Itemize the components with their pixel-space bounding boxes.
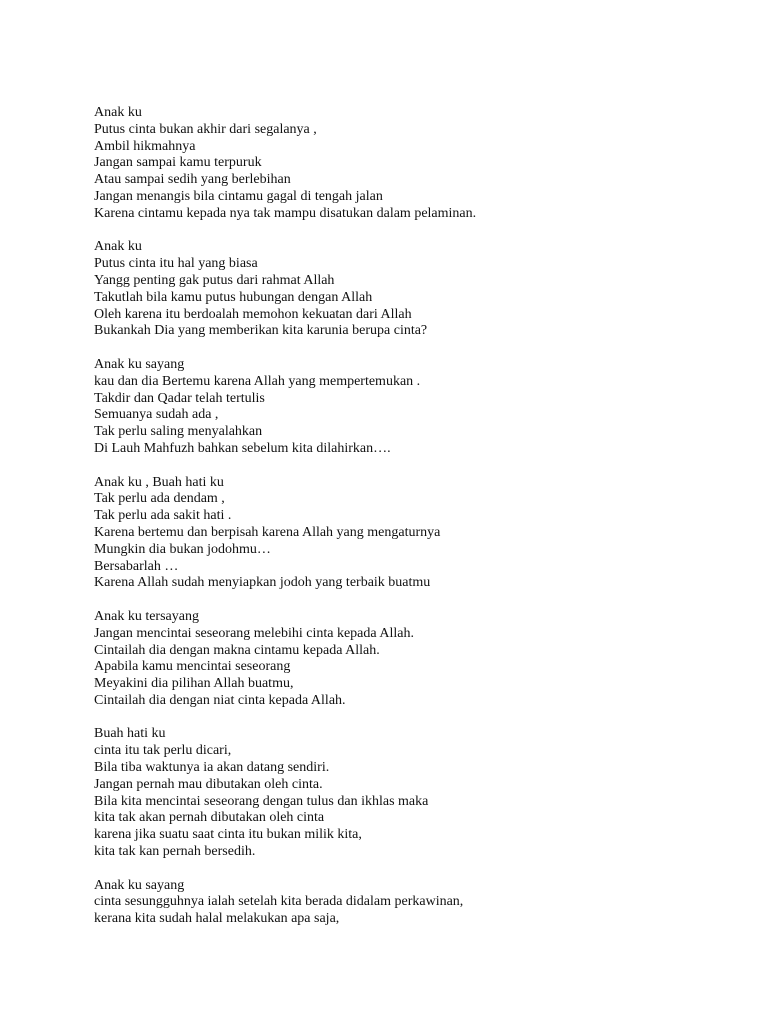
stanza [94, 475, 734, 593]
document-body [94, 105, 734, 945]
text-line: Mungkin dia bukan jodohmu… [94, 541, 271, 557]
text-line: Karena Allah sudah menyiapkan jodoh yang terbaik buatmu [94, 575, 431, 591]
text-line: Cintailah dia dengan makna cintamu kepada Allah. [94, 642, 380, 658]
text-line: Bersabarlah … [94, 558, 179, 574]
text-line: Bukankah Dia yang memberikan kita karunia berupa cinta? [94, 323, 428, 339]
text-line: karena jika suatu saat cinta itu bukan milik kita, [94, 827, 362, 843]
text-line: Takdir dan Qadar telah tertulis [94, 390, 265, 406]
text-line: Jangan sampai kamu terpuruk [94, 155, 262, 171]
text-line: Karena bertemu dan berpisah karena Allah yang mengaturnya [94, 524, 441, 540]
text-line: Bila tiba waktunya ia akan datang sendiri. [94, 760, 330, 776]
text-line: Tak perlu saling menyalahkan [94, 424, 263, 440]
text-line: Jangan mencintai seseorang melebihi cinta kepada Allah. [94, 625, 414, 641]
text-line: Atau sampai sedih yang berlebihan [94, 172, 291, 188]
text-line: Meyakini dia pilihan Allah buatmu, [94, 676, 294, 692]
text-line: Bila kita mencintai seseorang dengan tulus dan ikhlas maka [94, 793, 429, 809]
stanza [94, 726, 734, 860]
text-line: Putus cinta itu hal yang biasa [94, 256, 258, 272]
text-line: cinta sesungguhnya ialah setelah kita berada didalam perkawinan, [94, 894, 464, 910]
text-line: Yangg penting gak putus dari rahmat Allah [94, 272, 335, 288]
stanza [94, 357, 734, 458]
text-line: Anak ku tersayang [94, 608, 199, 624]
text-line: Anak ku [94, 239, 142, 255]
text-line: Takutlah bila kamu putus hubungan dengan Allah [94, 289, 373, 305]
text-line: Tak perlu ada sakit hati . [94, 508, 232, 524]
text-line: Tak perlu ada dendam , [94, 491, 225, 507]
text-line: Di Lauh Mahfuzh bahkan sebelum kita dilahirkan…. [94, 440, 391, 456]
text-line: kerana kita sudah halal melakukan apa saja, [94, 911, 340, 927]
text-line: Semuanya sudah ada , [94, 407, 219, 423]
text-line: Apabila kamu mencintai seseorang [94, 659, 291, 675]
stanza [94, 609, 734, 710]
text-line: kau dan dia Bertemu karena Allah yang mempertemukan . [94, 373, 421, 389]
text-line: kita tak kan pernah bersedih. [94, 844, 256, 860]
text-line: Jangan menangis bila cintamu gagal di tengah jalan [94, 188, 383, 204]
text-line: Ambil hikmahnya [94, 138, 196, 154]
text-line: Jangan pernah mau dibutakan oleh cinta. [94, 776, 323, 792]
text-line: Anak ku sayang [94, 877, 185, 893]
text-line: Anak ku sayang [94, 356, 185, 372]
text-line: cinta itu tak perlu dicari, [94, 743, 232, 759]
text-line: Anak ku [94, 105, 142, 120]
text-line: Buah hati ku [94, 726, 166, 742]
text-line: Anak ku , Buah hati ku [94, 474, 224, 490]
text-line: kita tak akan pernah dibutakan oleh cinta [94, 810, 325, 826]
stanza [94, 105, 734, 223]
text-line: Oleh karena itu berdoalah memohon kekuatan dari Allah [94, 306, 412, 322]
text-line: Karena cintamu kepada nya tak mampu disatukan dalam pelaminan. [94, 205, 477, 221]
text-line: Putus cinta bukan akhir dari segalanya , [94, 121, 317, 137]
text-line: Cintailah dia dengan niat cinta kepada Allah. [94, 692, 346, 708]
stanza [94, 878, 734, 928]
stanza [94, 239, 734, 340]
